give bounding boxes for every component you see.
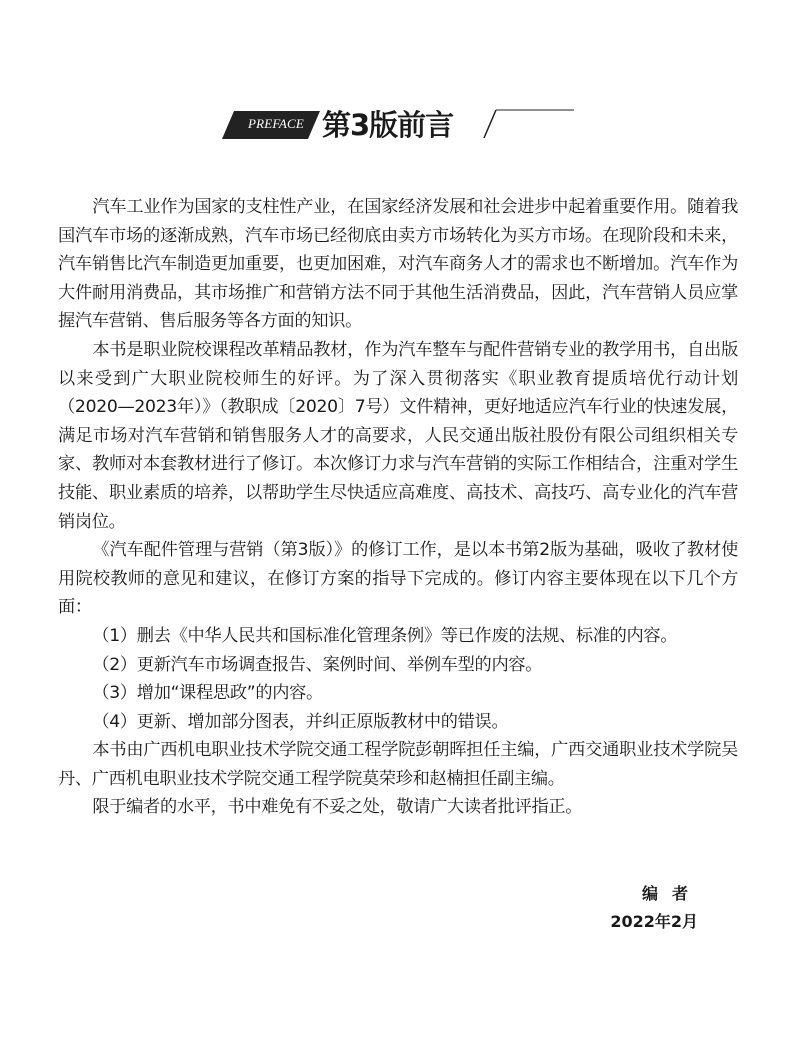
preface-body [58,193,738,822]
title-decoration-line [482,103,582,143]
preface-heading [222,103,582,143]
signature-editor: 编者 [641,884,702,903]
badge-label: PREFACE [247,116,305,131]
paragraph: 汽车工业作为国家的支柱性产业，在国家经济发展和社会进步中起着重要作用。随着我国汽车市场的逐渐成熟，汽车市场已经彻底由卖方市场转化为买方市场。在现阶段和未来，汽车销售比汽车制造更加重要，也更加困难，对汽车商务人才的需求也不断增加。汽车作为大件耐用消费品，其市场推广和营销方法不同于其他生活消费品，因此，汽车营销人员应掌握汽车营销、售后服务等各方面的知识。 [58,197,738,332]
paragraph: 限于编者的水平，书中难免有不妥之处，敬请广大读者批评指正。 [92,797,583,818]
paragraph: 本书由广西机电职业技术学院交通工程学院彭朝晖担任主编，广西交通职业技术学院吴丹、广西机电职业技术学院交通工程学院莫荣珍和赵楠担任副主编。 [58,740,738,789]
page-title: 第3版前言 [322,108,454,142]
signature-date: 2022年2月 [610,912,698,931]
revision-item: （1）删去《中华人民共和国标准化管理条例》等已作废的法规、标准的内容。 [92,625,678,646]
revision-item: （4）更新、增加部分图表，并纠正原版教材中的错误。 [92,711,509,732]
revision-item: （3）增加“课程思政”的内容。 [92,683,323,704]
paragraph: 《汽车配件管理与营销（第3版）》的修订工作，是以本书第2版为基础，吸收了教材使用院校教师的意见和建议，在修订方案的指导下完成的。修订内容主要体现在以下几个方面： [58,540,738,618]
signature-block [610,880,702,936]
revision-item: （2）更新汽车市场调查报告、案例时间、举例车型的内容。 [92,654,543,675]
paragraph: 本书是职业院校课程改革精品教材，作为汽车整车与配件营销专业的教学用书，自出版以来受到广大职业院校师生的好评。为了深入贯彻落实《职业教育提质培优行动计划（2020—2023年）》（教职成〔2020〕7号）文件精神，更好地适应汽车行业的快速发展，满足市场对汽车营销和销售服务人才的高要求，人民交通出版社股份有限公司组织相关专家、教师对本套教材进行了修订。本次修订力求与汽车营销的实际工作相结合，注重对学生技能、职业素质的培养，以帮助学生尽快适应高难度、高技术、高技巧、高专业化的汽车营销岗位。 [58,339,738,532]
preface-badge [222,111,320,139]
